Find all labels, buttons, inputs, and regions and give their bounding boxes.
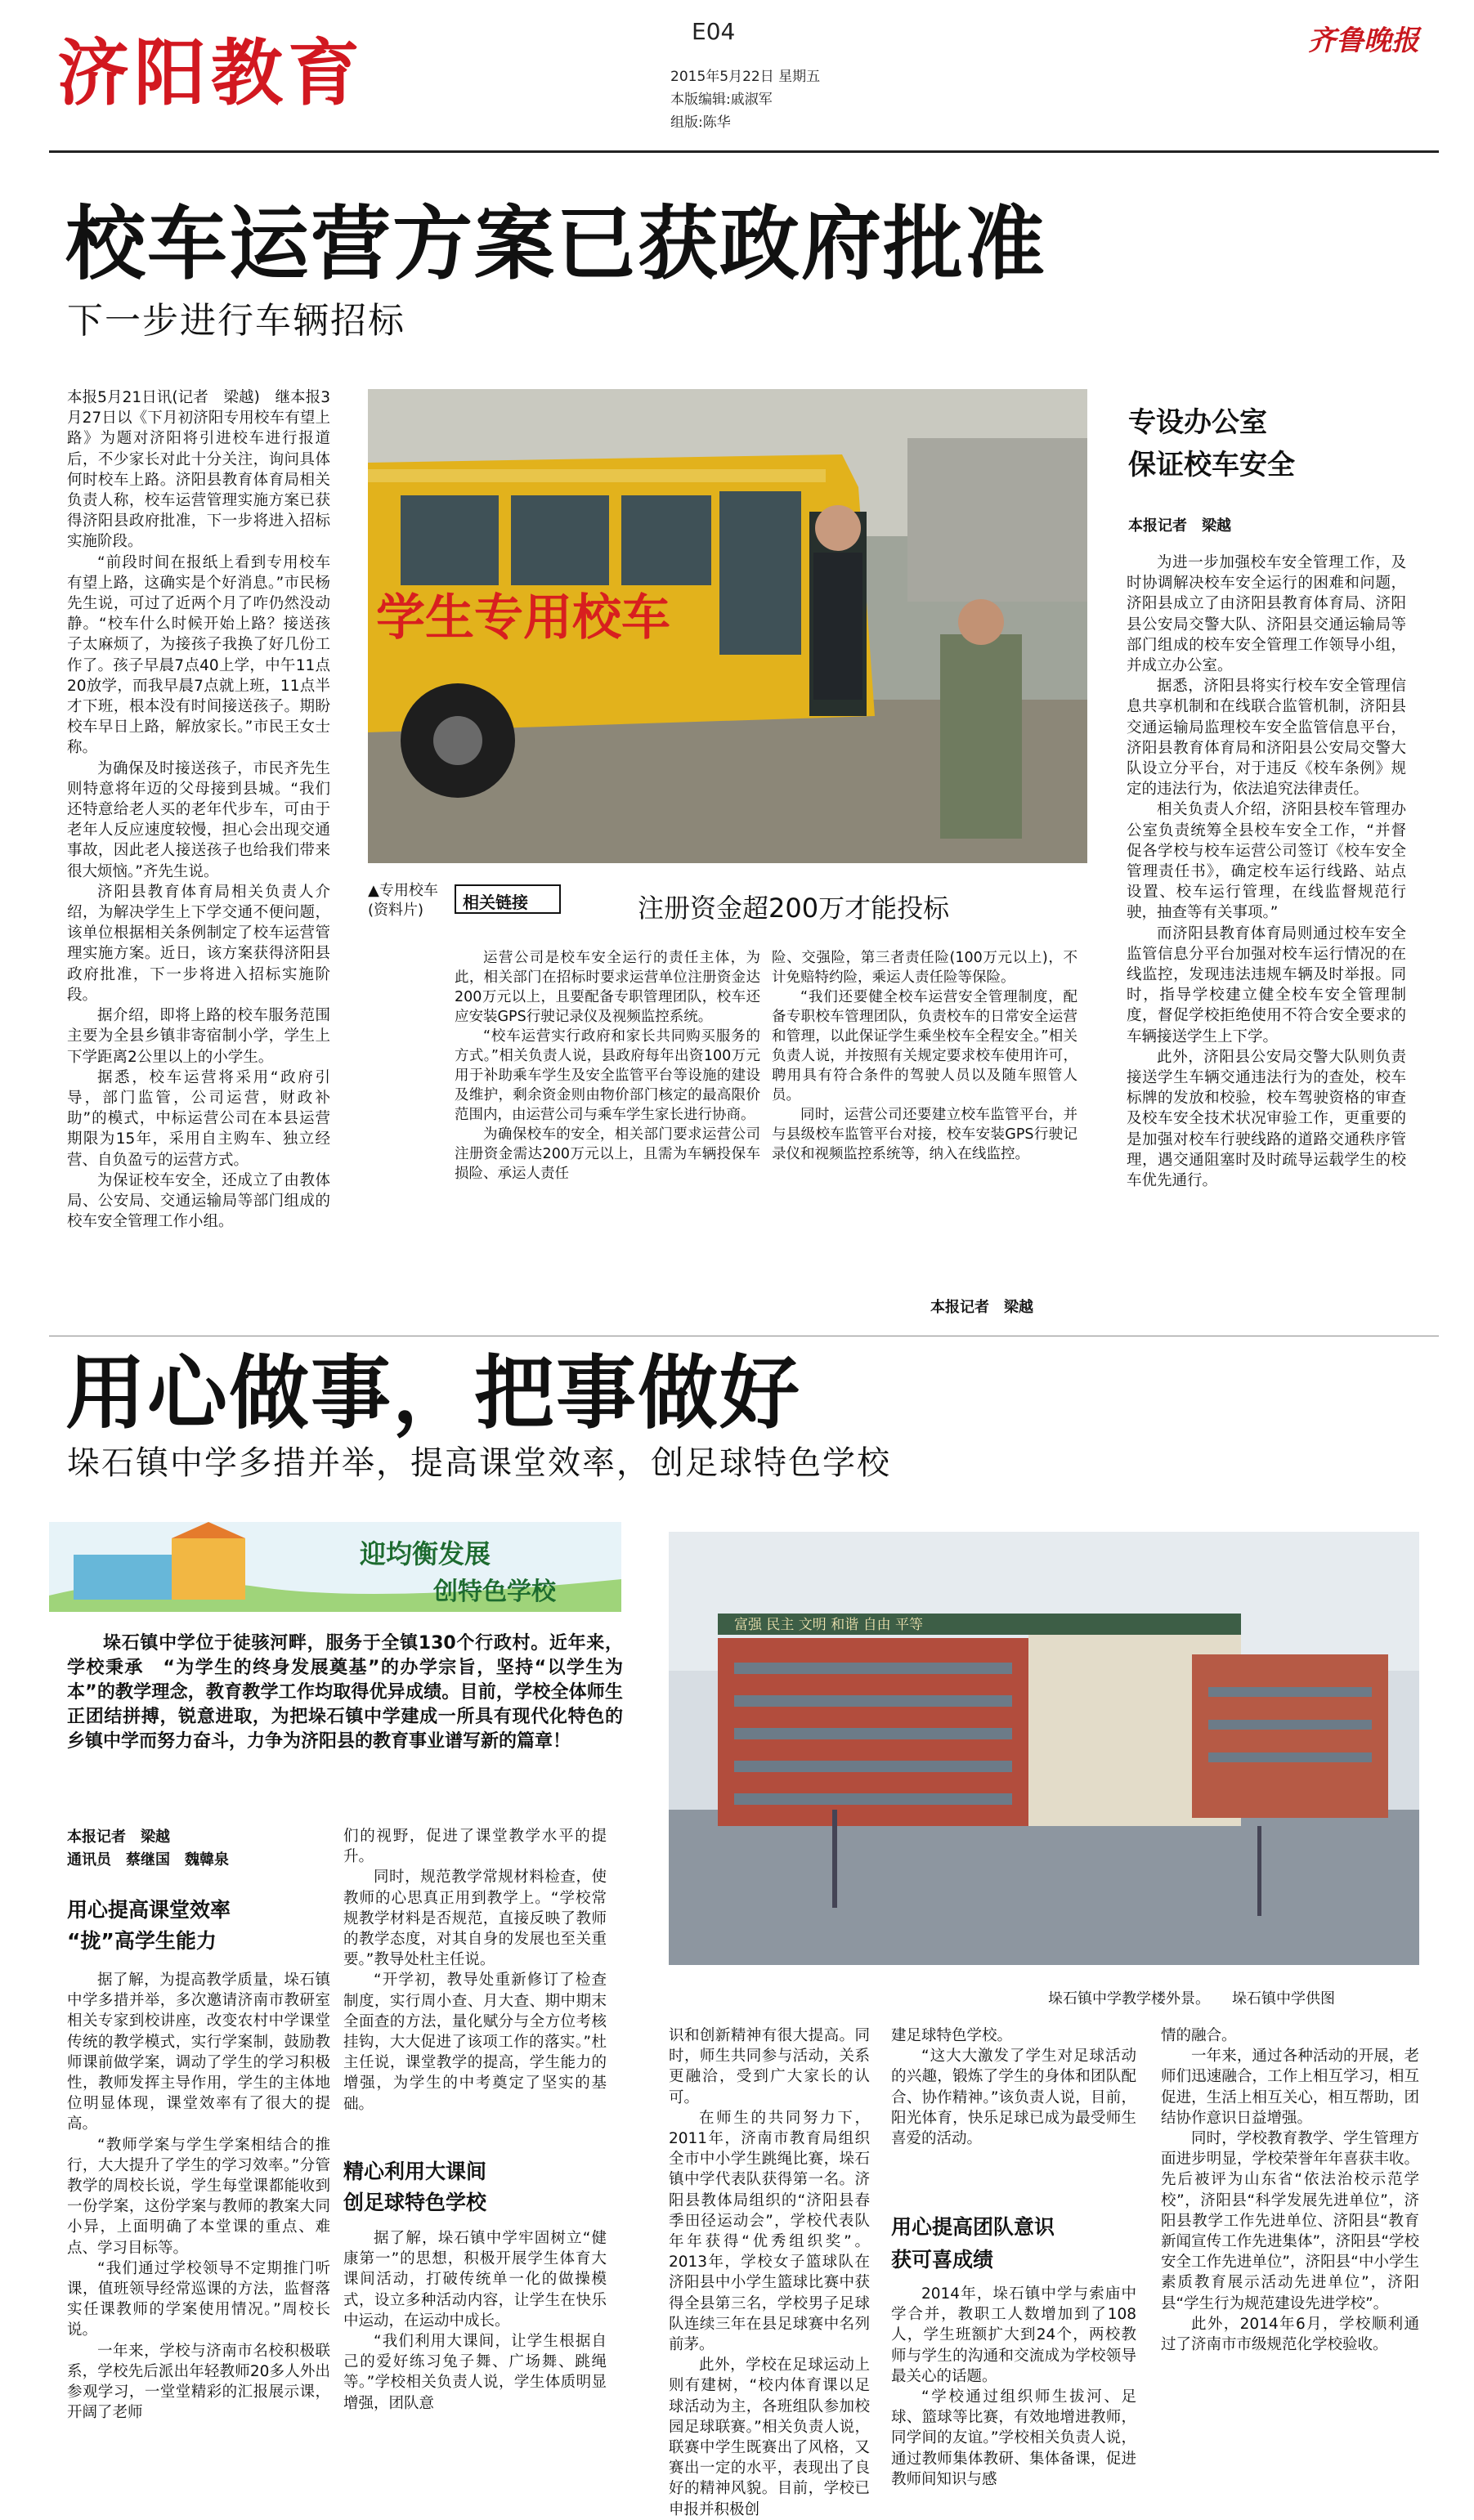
- paragraph: 情的融合。: [1161, 2027, 1237, 2044]
- paragraph: 们的视野，促进了课堂教学水平的提升。: [343, 1828, 607, 1866]
- related-column-1-body: [455, 948, 760, 1184]
- paragraph: “这大大激发了学生对足球活动的兴趣，锻炼了学生的身体和团队配合、协作精神。”该负责人说，目前，阳光体育，快乐足球已成为最受师生喜爱的活动。: [891, 2048, 1136, 2148]
- paragraph: “我们通过学校领导不定期推门听课，值班领导经常巡课的方法，监督落实任课教师的学案使用情况。”周校长说。: [67, 2259, 330, 2339]
- article2-column-4: [891, 2025, 1136, 2205]
- banner-line1: 迎均衡发展: [360, 1538, 491, 1569]
- paragraph: 此外，济阳县公安局交警大队则负责接送学生车辆交通违法行为的查处，校车标牌的发放和校验，校车驾驶资格的审查及校车安全技术状况审验工作，更重要的是加强对校车行驶线路的道路交通秩序管理，遇交通阻塞时及时疏导运载学生的校车优先通行。: [1127, 1048, 1406, 1190]
- section2-title-line1: 精心利用大课间: [343, 2160, 487, 2183]
- paragraph: 识和创新精神有很大提高。同时，师生共同参与活动，关系更融洽，受到广大家长的认可。: [669, 2027, 870, 2106]
- section1-title-line1: 用心提高课堂效率: [67, 1898, 231, 1922]
- paragraph: 同时，规范教学常规材料检查，使教师的心思真正用到教学上。“学校常规教学材料是否规范，直接反映了教师的教学态度，对其自身的发展也至关重要。”教导处杜主任说。: [343, 1869, 607, 1969]
- section3-title-line1: 用心提高团队意识: [891, 2215, 1055, 2239]
- article2-credit2: 通讯员 蔡继国 魏韓泉: [67, 1851, 229, 1869]
- sidebar1-byline: 本报记者 梁越: [1128, 517, 1231, 535]
- paragraph: 据了解，垛石镇中学牢固树立“健康第一”的思想，积极开展学生体育大课间活动，打破传统单一化的做操模式，设立多种活动内容，让学生在快乐中运动，在运动中成长。: [343, 2230, 607, 2330]
- article2-column-1: [67, 1970, 330, 2477]
- article1-subhead: 下一步进行车辆招标: [67, 300, 405, 342]
- paragraph: 运营公司是校车安全运行的责任主体，为此，相关部门在招标时要求运营单位注册资金达200万元以上，且要配备专职管理团队，校车还应安装GPS行驶记录仪及视频监控系统。: [455, 950, 760, 1025]
- paragraph: 2014年，垛石镇中学与索庙中学合并，教职工人数增加到了108人，学生班额扩大到24个，两校教师与学生的沟通和交流成为学校领导最关心的话题。: [891, 2285, 1136, 2385]
- paragraph: 为保证校车安全，还成立了由教体局、公安局、交通运输局等部门组成的校车安全管理工作小组。: [67, 1171, 330, 1231]
- bus-illustration: [368, 389, 1087, 863]
- article2-banner: [49, 1522, 621, 1612]
- article2-column-3-body: [669, 2025, 870, 2520]
- paragraph: 同时，运营公司还要建立校车监管平台，并与县级校车监管平台对接，校车安装GPS行驶记录仪和视频监控系统等，纳入在线监控。: [772, 1107, 1077, 1162]
- article1-headline: 校车运营方案已获政府批准: [65, 198, 1047, 291]
- paragraph: 险、交强险，第三者责任险(100万元以上)，不计免赔特约险，乘运人责任险等保险。: [772, 950, 1077, 986]
- paragraph: “前段时间在报纸上看到专用校车有望上路，这确实是个好消息。”市民杨先生说，可过了近两个月了咋仍然没动静。“校车什么时候开始上路？接送孩子太麻烦了，为接孩子我换了好几份工作了。孩子早晨7点40上学，中午11点20放学，而我早晨7点就上班，11点半才下班，根本没有时间接送孩子。期盼校车早日上路，解放家长。”市民王女士称。: [67, 553, 330, 757]
- paragraph: 本报5月21日讯(记者 梁越) 继本报3月27日以《下月初济阳专用校车有望上路》为题对济阳将引进校车进行报道后，不少家长对此十分关注，询问具体何时校车上路。济阳县教育体育局相关负责人称，校车运营管理实施方案已获得济阳县政府批准，下一步将进入招标实施阶段。: [67, 389, 330, 551]
- paragraph: 而济阳县教育体育局则通过校车安全监管信息分平台加强对校车运行情况的在线监控，发现违法违规车辆及时举报。同时，指导学校建立健全校车安全管理制度，督促学校拒绝使用不符合安全要求的车辆接送学生上下学。: [1127, 924, 1406, 1045]
- paragraph: 济阳县教育体育局相关负责人介绍，为解决学生上下学交通不便问题，该单位根据相关条例制定了校车运营管理实施方案。近日，该方案获得济阳县政府批准，下一步将进入招标实施阶段。: [67, 883, 330, 1004]
- paragraph: 为确保校车的安全，相关部门要求运营公司注册资金需达200万元以上，且需为车辆投保车损险、承运人责任: [455, 1126, 760, 1182]
- paragraph: 据介绍，即将上路的校车服务范围主要为全县乡镇非寄宿制小学，学生上下学距离2公里以上的小学生。: [67, 1007, 330, 1066]
- related-column-1: [455, 948, 760, 1324]
- sidebar1-title-line2: 保证校车安全: [1128, 449, 1295, 481]
- article2-column-3: [669, 2025, 870, 2518]
- article2-column-5-body: [1161, 2025, 1419, 2355]
- paragraph: 相关负责人介绍，济阳县校车管理办公室负责统筹全县校车安全工作，“并督促各学校与校车运营公司签订《校车安全管理责任书》，确定校车运行线路、站点设置、校车运行管理，在线监督规范行驶，抽查等有关事项。”: [1127, 801, 1406, 922]
- issue-meta: [670, 65, 820, 134]
- paragraph: “开学初，教导处重新修订了检查制度，实行周小查、月大查、期中期末全面查的方法，量化赋分与全方位考核挂钩，大大促进了该项工作的落实。”杜主任说，课堂教学的提高，学生能力的增强，为学生的中考奠定了坚实的基础。: [343, 1972, 607, 2113]
- article2-credit1: 本报记者 梁越: [67, 1828, 170, 1846]
- related-column-2: [772, 948, 1077, 1291]
- school-photo-caption: 垛石镇中学教学楼外景。 垛石镇中学供图: [1048, 1990, 1335, 2007]
- paragraph: 在师生的共同努力下，2011年，济南市教育局组织全市中小学生跳绳比赛，垛石镇中学代表队获得第一名。济阳县教体局组织的“济阳县春季田径运动会”，学校代表队年年获得“优秀组织奖”。2013年，学校女子篮球队在济阳县中小学生篮球比赛中获得全县第三名，学校男子足球队连续三年在县足球赛中名列前茅。: [669, 2109, 870, 2354]
- bus-sign-text: 学生专用校车: [376, 589, 670, 647]
- paragraph: 一年来，通过各种活动的开展，老师们迅速融合，工作上相互学习，相互促进，生活上相互关心，相互帮助，团结协作意识日益增强。: [1161, 2048, 1419, 2127]
- article2-column-4b-body: [891, 2284, 1136, 2490]
- issue-editor: 本版编辑:戚淑军: [670, 92, 773, 108]
- article2-column-2: [343, 1826, 607, 2153]
- header-rule: [49, 150, 1439, 153]
- school-bus-photo: [368, 389, 1087, 863]
- article2-column-4b: [891, 2284, 1136, 2488]
- article2-column-4-body: [891, 2025, 1136, 2149]
- school-building-photo: [669, 1532, 1419, 1965]
- paragraph: 据了解，为提高教学质量，垛石镇中学多措并举，多次邀请济南市教研室相关专家到校讲座，改变农村中学课堂传统的教学模式，实行学案制，鼓励教师课前做学案，调动了学生的学习积极性，教师发挥主导作用，学生的主体地位明显体现，课堂效率有了很大的提高。: [67, 1972, 330, 2133]
- article1-column-1-body: [67, 387, 330, 1232]
- paragraph: 此外，2014年6月，学校顺利通过了济南市市级规范化学校验收。: [1161, 2315, 1419, 2354]
- sidebar1-paragraphs: [1127, 553, 1406, 1191]
- building-sign-text: 富强 民主 文明 和谐 自由 平等: [734, 1617, 924, 1633]
- article2-intro: [67, 1632, 623, 1820]
- article2-column-2b-body: [343, 2228, 607, 2414]
- paragraph: 此外，学校在足球运动上则有建树，“校内体育课以足球活动为主，各班组队参加校园足球联赛。”相关负责人说，联赛中学生既赛出了风格，又赛出一定的水平，表现出了良好的精神风貌。目前，学校已申报并积极创: [669, 2357, 870, 2518]
- section2-title-line2: 创足球特色学校: [343, 2191, 487, 2214]
- bus-photo-caption: ▲专用校车(资料片): [368, 882, 438, 919]
- sidebar1-title-line1: 专设办公室: [1128, 406, 1267, 439]
- paragraph: “我们还要健全校车运营安全管理制度，配备专职校车管理团队，负责校车的日常安全运营和管理，以此保证学生乘坐校车全程安全。”相关负责人说，并按照有关规定要求校车使用许可，聘用具有符合条件的驾驶人员以及随车照管人员。: [772, 989, 1077, 1103]
- paragraph: 为确保及时接送孩子，市民齐先生则特意将年迈的父母接到县城。“我们还特意给老人买的老年代步车，可由于老年人反应速度较慢，担心会出现交通事故，因此老人接送孩子也给我们带来很大烦恼。”齐先生说。: [67, 759, 330, 880]
- paragraph: “我们利用大课间，让学生根据自己的爱好练习兔子舞、广场舞、跳绳等。”学校相关负责人说，学生体质明显增强，团队意: [343, 2333, 607, 2412]
- paragraph: “校车运营实行政府和家长共同购买服务的方式。”相关负责人说，县政府每年出资100万元用于补助乘车学生及安全监管平台等设施的建设及维护，剩余资金则由物价部门核定的最高限价范围内，由运营公司与乘车学生家长进行协商。: [455, 1028, 760, 1123]
- related-column-2-body: [772, 948, 1077, 1164]
- banner-line2: 创特色学校: [433, 1578, 556, 1606]
- school-illustration: [669, 1532, 1419, 1965]
- paragraph: 建足球特色学校。: [891, 2027, 1013, 2044]
- article1-column-1: [67, 387, 330, 1327]
- paragraph: “学校通过组织师生拔河、足球、篮球等比赛，有效地增进教师，同学间的友谊。”学校相关负责人说，通过教师集体教研、集体备课，促进教师间知识与感: [891, 2388, 1136, 2488]
- masthead-title: 济阳教育: [57, 31, 365, 115]
- related-credit: 本报记者 梁越: [930, 1299, 1033, 1316]
- issue-date: 2015年5月22日 星期五: [670, 69, 821, 85]
- paragraph: 一年来，学校与济南市名校积极联系，学校先后派出年轻教师20多人外出参观学习，一堂堂精彩的汇报展示课，开阔了老师: [67, 2342, 330, 2422]
- article2-column-2-body: [343, 1826, 607, 2115]
- related-link-title: 注册资金超200万才能投标: [638, 893, 950, 924]
- paragraph: 为进一步加强校车安全管理工作，及时协调解决校车安全运行的困难和问题，济阳县成立了由济阳县教育体育局、济阳县公安局交警大队、济阳县交通运输局等部门组成的校车安全管理工作领导小组，并成立办公室。: [1127, 554, 1406, 675]
- paragraph: “教师学案与学生学案相结合的推行，大大提升了学生的学习效率。”分管教学的周校长说，学生每堂课都能收到一份学案，这份学案与教师的教案大同小异，上面明确了本堂课的重点、难点、学习目标等。: [67, 2136, 330, 2257]
- related-link-label: 相关链接: [455, 884, 561, 914]
- article2-intro-text: 垛石镇中学位于徒骇河畔，服务于全镇130个行政村。近年来，学校秉承 “为学生的终身发展奠基”的办学宗旨，坚持“以学生为本”的教学理念，教育教学工作均取得优异成绩。目前，学校全体师生正团结拼搏，锐意进取，为把垛石镇中学建成一所具有现代化特色的乡镇中学而努力奋斗，力争为济阳县的教育事业谱写新的篇章！: [67, 1633, 623, 1752]
- paragraph: 据悉，校车运营将采用“政府引导，部门监管，公司运营，财政补助”的模式，中标运营公司在本县运营期限为15年，采用自主购车、独立经营、自负盈亏的运营方式。: [67, 1068, 330, 1169]
- section1-title-line2: “拢”高学生能力: [67, 1929, 217, 1953]
- paragraph: 同时，学校教育教学、学生管理方面进步明显，学校荣誉年年喜获丰收。先后被评为山东省“依法治校示范学校”，济阳县“科学发展先进单位”，济阳县教学工作先进单位、济阳县“教育新闻宣传工作先进集体”，济阳县“学校安全工作先进单位”，济阳县“中小学生素质教育展示活动先进单位”，济阳县“学生行为规范建设先进学校”。: [1161, 2130, 1419, 2312]
- article2-column-5: [1161, 2025, 1419, 2483]
- issue-layout: 组版:陈华: [670, 114, 731, 131]
- sidebar1-body: [1127, 553, 1406, 1337]
- section3-title-line2: 获可喜成绩: [891, 2248, 994, 2272]
- article2-headline: 用心做事，把事做好: [65, 1347, 802, 1440]
- article2-column-1-body: [67, 1970, 330, 2423]
- newspaper-logo: 齐鲁晚报: [1308, 25, 1419, 57]
- article2-column-2b: [343, 2228, 607, 2482]
- article2-subhead: 垛石镇中学多措并举，提高课堂效率，创足球特色学校: [67, 1444, 891, 1482]
- page-number: E04: [692, 18, 736, 45]
- paragraph: 据悉，济阳县将实行校车安全管理信息共享机制和在线联合监管机制，济阳县交通运输局监理校车安全监管信息平台，济阳县教育体育局和济阳县公安局交警大队设立分平台，对于违反《校车条例》规定的违法行为，依法追究法律责任。: [1127, 678, 1406, 799]
